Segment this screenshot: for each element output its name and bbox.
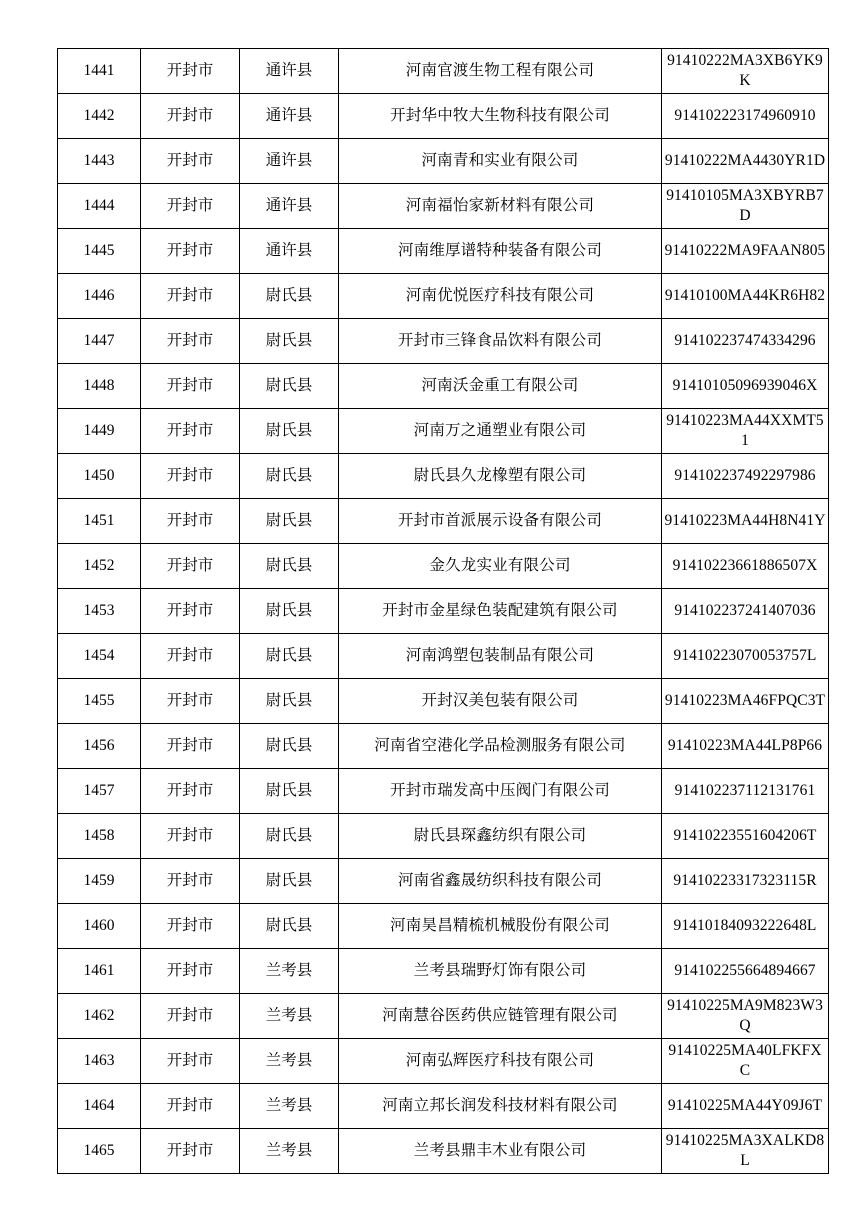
row-city: 开封市 xyxy=(141,1039,240,1084)
row-index: 1445 xyxy=(58,229,141,274)
row-city: 开封市 xyxy=(141,814,240,859)
row-enterprise-name: 河南沃金重工有限公司 xyxy=(339,364,662,409)
row-county: 尉氏县 xyxy=(240,544,339,589)
row-credit-code: 91410222MA4430YR1D xyxy=(662,139,829,184)
table-row xyxy=(58,49,829,94)
row-credit-code: 914102223174960910 xyxy=(662,94,829,139)
row-city: 开封市 xyxy=(141,769,240,814)
row-index: 1442 xyxy=(58,94,141,139)
row-index: 1444 xyxy=(58,184,141,229)
row-enterprise-name: 河南优悦医疗科技有限公司 xyxy=(339,274,662,319)
row-index: 1460 xyxy=(58,904,141,949)
row-enterprise-name: 河南福怡家新材料有限公司 xyxy=(339,184,662,229)
table-row xyxy=(58,679,829,724)
row-index: 1461 xyxy=(58,949,141,994)
row-county: 尉氏县 xyxy=(240,814,339,859)
table-row xyxy=(58,94,829,139)
row-county: 兰考县 xyxy=(240,994,339,1039)
row-credit-code: 91410225MA44Y09J6T xyxy=(662,1084,829,1129)
row-enterprise-name: 河南慧谷医药供应链管理有限公司 xyxy=(339,994,662,1039)
row-credit-code: 91410105096939046X xyxy=(662,364,829,409)
row-city: 开封市 xyxy=(141,319,240,364)
row-city: 开封市 xyxy=(141,634,240,679)
row-credit-code: 914102237112131761 xyxy=(662,769,829,814)
table-row xyxy=(58,1129,829,1174)
row-enterprise-name: 河南省鑫晟纺织科技有限公司 xyxy=(339,859,662,904)
row-credit-code: 91410222MA3XB6YK9K xyxy=(662,49,829,94)
table-row xyxy=(58,499,829,544)
row-enterprise-name: 河南鸿塑包装制品有限公司 xyxy=(339,634,662,679)
row-index: 1454 xyxy=(58,634,141,679)
table-row xyxy=(58,184,829,229)
row-enterprise-name: 河南官渡生物工程有限公司 xyxy=(339,49,662,94)
row-enterprise-name: 兰考县瑞野灯饰有限公司 xyxy=(339,949,662,994)
row-credit-code: 91410100MA44KR6H82 xyxy=(662,274,829,319)
row-credit-code: 91410223070053757L xyxy=(662,634,829,679)
table-row xyxy=(58,319,829,364)
row-index: 1464 xyxy=(58,1084,141,1129)
table-row xyxy=(58,814,829,859)
table-row xyxy=(58,544,829,589)
row-city: 开封市 xyxy=(141,949,240,994)
row-county: 通许县 xyxy=(240,184,339,229)
row-city: 开封市 xyxy=(141,589,240,634)
row-city: 开封市 xyxy=(141,679,240,724)
table-row xyxy=(58,904,829,949)
row-city: 开封市 xyxy=(141,229,240,274)
row-enterprise-name: 河南维厚谱特种装备有限公司 xyxy=(339,229,662,274)
row-credit-code: 91410223MA46FPQC3T xyxy=(662,679,829,724)
row-index: 1449 xyxy=(58,409,141,454)
row-city: 开封市 xyxy=(141,859,240,904)
row-credit-code: 91410225MA40LFKFXC xyxy=(662,1039,829,1084)
row-city: 开封市 xyxy=(141,94,240,139)
table-row xyxy=(58,769,829,814)
row-county: 尉氏县 xyxy=(240,724,339,769)
row-enterprise-name: 兰考县鼎丰木业有限公司 xyxy=(339,1129,662,1174)
row-county: 尉氏县 xyxy=(240,364,339,409)
table-row xyxy=(58,139,829,184)
row-county: 尉氏县 xyxy=(240,454,339,499)
row-county: 尉氏县 xyxy=(240,409,339,454)
row-county: 通许县 xyxy=(240,49,339,94)
row-enterprise-name: 金久龙实业有限公司 xyxy=(339,544,662,589)
row-credit-code: 914102255664894667 xyxy=(662,949,829,994)
row-enterprise-name: 开封市三锋食品饮料有限公司 xyxy=(339,319,662,364)
row-city: 开封市 xyxy=(141,364,240,409)
row-index: 1462 xyxy=(58,994,141,1039)
row-county: 尉氏县 xyxy=(240,319,339,364)
row-enterprise-name: 河南昊昌精梳机械股份有限公司 xyxy=(339,904,662,949)
row-credit-code: 91410223MA44XXMT51 xyxy=(662,409,829,454)
row-index: 1451 xyxy=(58,499,141,544)
row-credit-code: 91410105MA3XBYRB7D xyxy=(662,184,829,229)
row-county: 尉氏县 xyxy=(240,634,339,679)
row-index: 1443 xyxy=(58,139,141,184)
table-row xyxy=(58,994,829,1039)
row-enterprise-name: 开封汉美包装有限公司 xyxy=(339,679,662,724)
row-credit-code: 914102237492297986 xyxy=(662,454,829,499)
row-city: 开封市 xyxy=(141,499,240,544)
table-row xyxy=(58,229,829,274)
row-city: 开封市 xyxy=(141,49,240,94)
row-credit-code: 91410225MA9M823W3Q xyxy=(662,994,829,1039)
row-enterprise-name: 开封市金星绿色装配建筑有限公司 xyxy=(339,589,662,634)
row-credit-code: 91410184093222648L xyxy=(662,904,829,949)
row-enterprise-name: 开封华中牧大生物科技有限公司 xyxy=(339,94,662,139)
row-index: 1455 xyxy=(58,679,141,724)
table-row xyxy=(58,274,829,319)
row-county: 尉氏县 xyxy=(240,859,339,904)
row-credit-code: 91410223MA44LP8P66 xyxy=(662,724,829,769)
row-credit-code: 91410225MA3XALKD8L xyxy=(662,1129,829,1174)
row-city: 开封市 xyxy=(141,1129,240,1174)
row-city: 开封市 xyxy=(141,454,240,499)
row-city: 开封市 xyxy=(141,139,240,184)
row-credit-code: 914102237474334296 xyxy=(662,319,829,364)
row-credit-code: 91410222MA9FAAN805 xyxy=(662,229,829,274)
row-city: 开封市 xyxy=(141,544,240,589)
row-enterprise-name: 河南省空港化学品检测服务有限公司 xyxy=(339,724,662,769)
row-city: 开封市 xyxy=(141,184,240,229)
row-index: 1441 xyxy=(58,49,141,94)
row-county: 尉氏县 xyxy=(240,274,339,319)
row-city: 开封市 xyxy=(141,1084,240,1129)
table-row xyxy=(58,409,829,454)
row-county: 通许县 xyxy=(240,94,339,139)
row-credit-code: 91410223661886507X xyxy=(662,544,829,589)
row-county: 兰考县 xyxy=(240,1129,339,1174)
row-county: 兰考县 xyxy=(240,1084,339,1129)
row-enterprise-name: 开封市首派展示设备有限公司 xyxy=(339,499,662,544)
row-index: 1453 xyxy=(58,589,141,634)
row-credit-code: 91410223317323115R xyxy=(662,859,829,904)
row-index: 1447 xyxy=(58,319,141,364)
row-county: 尉氏县 xyxy=(240,679,339,724)
table-row xyxy=(58,949,829,994)
row-credit-code: 914102237241407036 xyxy=(662,589,829,634)
row-index: 1452 xyxy=(58,544,141,589)
row-index: 1456 xyxy=(58,724,141,769)
row-index: 1457 xyxy=(58,769,141,814)
row-county: 尉氏县 xyxy=(240,904,339,949)
table-row xyxy=(58,1039,829,1084)
row-index: 1446 xyxy=(58,274,141,319)
row-county: 尉氏县 xyxy=(240,499,339,544)
row-county: 通许县 xyxy=(240,229,339,274)
row-enterprise-name: 尉氏县琛鑫纺织有限公司 xyxy=(339,814,662,859)
enterprise-registry-table xyxy=(57,48,829,1174)
row-index: 1463 xyxy=(58,1039,141,1084)
row-county: 尉氏县 xyxy=(240,589,339,634)
row-index: 1459 xyxy=(58,859,141,904)
table-row xyxy=(58,724,829,769)
row-city: 开封市 xyxy=(141,724,240,769)
table-row xyxy=(58,634,829,679)
row-county: 兰考县 xyxy=(240,1039,339,1084)
table-row xyxy=(58,454,829,499)
row-city: 开封市 xyxy=(141,409,240,454)
table-row xyxy=(58,1084,829,1129)
row-county: 通许县 xyxy=(240,139,339,184)
row-county: 尉氏县 xyxy=(240,769,339,814)
row-enterprise-name: 开封市瑞发高中压阀门有限公司 xyxy=(339,769,662,814)
row-enterprise-name: 尉氏县久龙橡塑有限公司 xyxy=(339,454,662,499)
table-row xyxy=(58,364,829,409)
table-body xyxy=(58,49,829,1174)
table-row xyxy=(58,859,829,904)
row-county: 兰考县 xyxy=(240,949,339,994)
row-index: 1458 xyxy=(58,814,141,859)
row-city: 开封市 xyxy=(141,994,240,1039)
row-credit-code: 91410223551604206T xyxy=(662,814,829,859)
row-index: 1465 xyxy=(58,1129,141,1174)
row-index: 1448 xyxy=(58,364,141,409)
row-enterprise-name: 河南弘辉医疗科技有限公司 xyxy=(339,1039,662,1084)
table-row xyxy=(58,589,829,634)
row-city: 开封市 xyxy=(141,904,240,949)
row-credit-code: 91410223MA44H8N41Y xyxy=(662,499,829,544)
row-city: 开封市 xyxy=(141,274,240,319)
row-enterprise-name: 河南青和实业有限公司 xyxy=(339,139,662,184)
row-enterprise-name: 河南立邦长润发科技材料有限公司 xyxy=(339,1084,662,1129)
row-index: 1450 xyxy=(58,454,141,499)
row-enterprise-name: 河南万之通塑业有限公司 xyxy=(339,409,662,454)
